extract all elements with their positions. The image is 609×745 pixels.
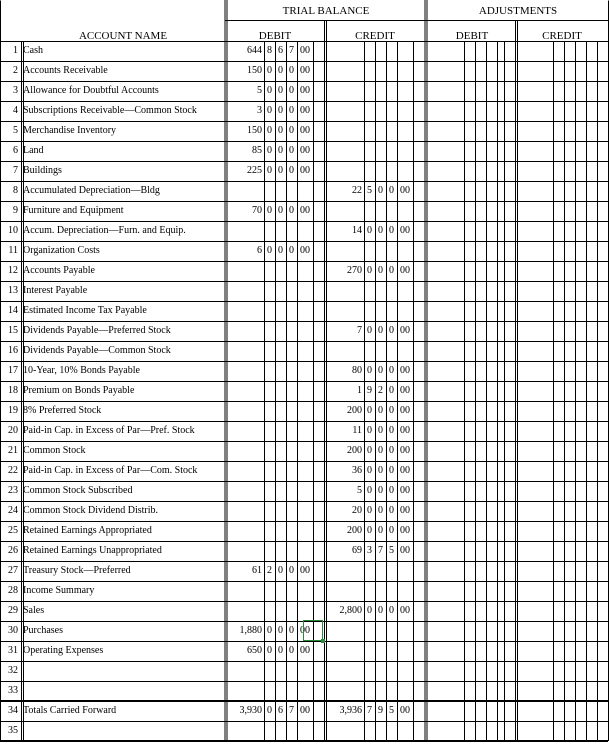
- account-name-cell[interactable]: Common Stock: [23, 445, 86, 456]
- credit-amount-cell[interactable]: 0: [378, 325, 383, 336]
- credit-amount-cell[interactable]: 2: [378, 385, 383, 396]
- debit-amount-cell[interactable]: 0: [289, 565, 294, 576]
- credit-amount-cell[interactable]: 00: [400, 265, 410, 276]
- credit-amount-cell[interactable]: 0: [389, 185, 394, 196]
- account-name-cell[interactable]: Estimated Income Tax Payable: [23, 305, 147, 316]
- debit-amount-cell[interactable]: 00: [300, 105, 310, 116]
- debit-amount-cell[interactable]: 0: [289, 65, 294, 76]
- credit-amount-cell[interactable]: 5: [389, 545, 394, 556]
- credit-amount-cell[interactable]: 0: [378, 405, 383, 416]
- debit-amount-cell[interactable]: 650: [247, 645, 262, 656]
- debit-amount-cell[interactable]: 7: [289, 45, 294, 56]
- debit-amount-cell[interactable]: 00: [300, 245, 310, 256]
- account-name-cell[interactable]: Furniture and Equipment: [23, 205, 124, 216]
- row-number: 26: [8, 545, 18, 556]
- row-number: 11: [8, 245, 18, 256]
- credit-amount-cell[interactable]: 0: [378, 505, 383, 516]
- row-number: 18: [8, 385, 18, 396]
- credit-amount-cell[interactable]: 9: [367, 385, 372, 396]
- credit-amount-cell[interactable]: 00: [400, 185, 410, 196]
- credit-amount-cell[interactable]: 0: [378, 365, 383, 376]
- credit-amount-cell[interactable]: 9: [378, 705, 383, 716]
- account-name-cell[interactable]: Interest Payable: [23, 285, 88, 296]
- adj-debit-header: DEBIT: [455, 30, 489, 42]
- credit-amount-cell[interactable]: 80: [352, 365, 362, 376]
- row-number: 5: [13, 125, 18, 136]
- credit-amount-cell[interactable]: 00: [400, 705, 410, 716]
- account-name-cell[interactable]: Common Stock Dividend Distrib.: [23, 505, 158, 516]
- credit-amount-cell[interactable]: 69: [352, 545, 362, 556]
- credit-amount-cell[interactable]: 00: [400, 385, 410, 396]
- debit-amount-cell[interactable]: 0: [289, 85, 294, 96]
- credit-amount-cell[interactable]: 0: [367, 445, 372, 456]
- row-number: 22: [8, 465, 18, 476]
- credit-amount-cell[interactable]: 00: [400, 365, 410, 376]
- account-name-cell[interactable]: Operating Expenses: [23, 645, 104, 656]
- account-name-cell[interactable]: Paid-in Cap. in Excess of Par—Pref. Stock: [23, 425, 195, 436]
- credit-amount-cell[interactable]: 3,936: [339, 705, 362, 716]
- account-name-cell[interactable]: Dividends Payable—Preferred Stock: [23, 325, 171, 336]
- row-number: 14: [8, 305, 18, 316]
- debit-amount-cell[interactable]: 644: [247, 45, 262, 56]
- debit-amount-cell[interactable]: 6: [257, 245, 262, 256]
- debit-amount-cell[interactable]: 0: [289, 105, 294, 116]
- debit-amount-cell[interactable]: 0: [267, 65, 272, 76]
- debit-amount-cell[interactable]: 0: [267, 125, 272, 136]
- row-number: 9: [13, 205, 18, 216]
- adjustments-header: ADJUSTMENTS: [478, 5, 558, 17]
- row-number: 24: [8, 505, 18, 516]
- account-name-cell[interactable]: Purchases: [23, 625, 63, 636]
- credit-amount-cell[interactable]: 7: [367, 705, 372, 716]
- row-number: 35: [8, 725, 18, 736]
- account-name-cell[interactable]: Buildings: [23, 165, 62, 176]
- row-number: 25: [8, 525, 18, 536]
- trial-balance-header: TRIAL BALANCE: [282, 5, 370, 17]
- credit-amount-cell[interactable]: 7: [357, 325, 362, 336]
- credit-amount-cell[interactable]: 0: [367, 525, 372, 536]
- credit-amount-cell[interactable]: 200: [347, 525, 362, 536]
- debit-amount-cell[interactable]: 0: [278, 105, 283, 116]
- debit-amount-cell[interactable]: 0: [289, 645, 294, 656]
- credit-amount-cell[interactable]: 00: [400, 425, 410, 436]
- credit-amount-cell[interactable]: 14: [352, 225, 362, 236]
- row-number: 17: [8, 365, 18, 376]
- row-number: 28: [8, 585, 18, 596]
- credit-amount-cell[interactable]: 0: [378, 225, 383, 236]
- account-name-cell[interactable]: Treasury Stock—Preferred: [23, 565, 131, 576]
- debit-amount-cell[interactable]: 00: [300, 125, 310, 136]
- credit-amount-cell[interactable]: 0: [378, 445, 383, 456]
- row-number: 1: [13, 45, 18, 56]
- credit-amount-cell[interactable]: 0: [367, 605, 372, 616]
- fill-handle[interactable]: [321, 639, 325, 643]
- credit-amount-cell[interactable]: 0: [389, 425, 394, 436]
- credit-amount-cell[interactable]: 0: [389, 525, 394, 536]
- credit-amount-cell[interactable]: 36: [352, 465, 362, 476]
- account-name-cell[interactable]: Subscriptions Receivable—Common Stock: [23, 105, 197, 116]
- row-number: 13: [8, 285, 18, 296]
- credit-amount-cell[interactable]: 00: [400, 485, 410, 496]
- debit-amount-cell[interactable]: 0: [278, 205, 283, 216]
- debit-amount-cell[interactable]: 0: [267, 165, 272, 176]
- debit-amount-cell[interactable]: 7: [289, 705, 294, 716]
- account-name-cell[interactable]: Paid-in Cap. in Excess of Par—Com. Stock: [23, 465, 198, 476]
- credit-amount-cell[interactable]: 0: [389, 485, 394, 496]
- credit-amount-cell[interactable]: 0: [367, 325, 372, 336]
- account-name-cell[interactable]: Accumulated Depreciation—Bldg: [23, 185, 160, 196]
- credit-amount-cell[interactable]: 00: [400, 465, 410, 476]
- credit-amount-cell[interactable]: 0: [378, 525, 383, 536]
- credit-amount-cell[interactable]: 0: [378, 425, 383, 436]
- account-name-cell[interactable]: Accounts Payable: [23, 265, 95, 276]
- debit-amount-cell[interactable]: 0: [289, 125, 294, 136]
- credit-amount-cell[interactable]: 22: [352, 185, 362, 196]
- row-number: 2: [13, 65, 18, 76]
- row-number: 33: [8, 685, 18, 696]
- credit-amount-cell[interactable]: 0: [389, 405, 394, 416]
- debit-amount-cell[interactable]: 8: [267, 45, 272, 56]
- credit-amount-cell[interactable]: 11: [352, 425, 362, 436]
- debit-amount-cell[interactable]: 0: [267, 645, 272, 656]
- debit-amount-cell[interactable]: 0: [267, 85, 272, 96]
- row-number: 12: [8, 265, 18, 276]
- row-number: 21: [8, 445, 18, 456]
- credit-amount-cell[interactable]: 00: [400, 325, 410, 336]
- account-name-cell[interactable]: Land: [23, 145, 44, 156]
- credit-amount-cell[interactable]: 1: [357, 385, 362, 396]
- account-name-cell[interactable]: Merchandise Inventory: [23, 125, 117, 136]
- debit-amount-cell[interactable]: 1,880: [239, 625, 262, 636]
- debit-amount-cell[interactable]: 0: [267, 245, 272, 256]
- credit-amount-cell[interactable]: 270: [347, 265, 362, 276]
- row-number: 15: [8, 325, 18, 336]
- credit-amount-cell[interactable]: 00: [400, 505, 410, 516]
- credit-amount-cell[interactable]: 0: [389, 385, 394, 396]
- credit-amount-cell[interactable]: 2,800: [339, 605, 362, 616]
- credit-amount-cell[interactable]: 00: [400, 545, 410, 556]
- row-number: 32: [8, 665, 18, 676]
- account-name-cell[interactable]: Common Stock Subscribed: [23, 485, 133, 496]
- credit-amount-cell[interactable]: 20: [352, 505, 362, 516]
- debit-amount-cell[interactable]: 70: [252, 205, 262, 216]
- debit-amount-cell[interactable]: 0: [278, 65, 283, 76]
- debit-amount-cell[interactable]: 0: [289, 205, 294, 216]
- credit-amount-cell[interactable]: 0: [378, 485, 383, 496]
- debit-amount-cell[interactable]: 225: [247, 165, 262, 176]
- debit-amount-cell[interactable]: 85: [252, 145, 262, 156]
- debit-amount-cell[interactable]: 0: [278, 625, 283, 636]
- account-name-cell[interactable]: Dividends Payable—Common Stock: [23, 345, 171, 356]
- row-number: 3: [13, 85, 18, 96]
- credit-amount-cell[interactable]: 0: [378, 265, 383, 276]
- account-name-cell[interactable]: Accounts Receivable: [23, 65, 108, 76]
- row-number: 19: [8, 405, 18, 416]
- credit-amount-cell[interactable]: 0: [367, 365, 372, 376]
- debit-amount-cell[interactable]: 00: [300, 65, 310, 76]
- debit-amount-cell[interactable]: 0: [289, 625, 294, 636]
- debit-amount-cell[interactable]: 150: [247, 65, 262, 76]
- account-name-cell[interactable]: 8% Preferred Stock: [23, 405, 102, 416]
- debit-amount-cell[interactable]: 0: [267, 205, 272, 216]
- debit-amount-cell[interactable]: 00: [300, 205, 310, 216]
- row-number: 20: [8, 425, 18, 436]
- debit-amount-cell[interactable]: 0: [278, 565, 283, 576]
- debit-amount-cell[interactable]: 6: [278, 705, 283, 716]
- account-name-cell[interactable]: Retained Earnings Unappropriated: [23, 545, 162, 556]
- credit-amount-cell[interactable]: 0: [389, 225, 394, 236]
- account-name-cell[interactable]: Sales: [23, 605, 45, 616]
- tb-debit-header: DEBIT: [258, 30, 292, 42]
- account-name-cell[interactable]: Income Summary: [23, 585, 95, 596]
- credit-amount-cell[interactable]: 0: [367, 225, 372, 236]
- credit-amount-cell[interactable]: 5: [367, 185, 372, 196]
- credit-amount-cell[interactable]: 3: [367, 545, 372, 556]
- credit-amount-cell[interactable]: 00: [400, 225, 410, 236]
- credit-amount-cell[interactable]: 0: [378, 605, 383, 616]
- credit-amount-cell[interactable]: 00: [400, 405, 410, 416]
- debit-amount-cell[interactable]: 0: [289, 165, 294, 176]
- account-name-header: ACCOUNT NAME: [78, 30, 168, 42]
- account-name-cell[interactable]: Cash: [23, 45, 43, 56]
- credit-amount-cell[interactable]: 200: [347, 405, 362, 416]
- debit-amount-cell[interactable]: 61: [252, 565, 262, 576]
- adj-credit-header: CREDIT: [542, 30, 582, 42]
- credit-amount-cell[interactable]: 0: [367, 425, 372, 436]
- debit-amount-cell[interactable]: 0: [278, 645, 283, 656]
- debit-amount-cell[interactable]: 0: [267, 145, 272, 156]
- debit-amount-cell[interactable]: 3: [257, 105, 262, 116]
- selected-cell[interactable]: [303, 620, 323, 641]
- credit-amount-cell[interactable]: 7: [378, 545, 383, 556]
- credit-amount-cell[interactable]: 0: [367, 465, 372, 476]
- account-name-cell[interactable]: Premium on Bonds Payable: [23, 385, 135, 396]
- tb-credit-header: CREDIT: [355, 30, 395, 42]
- credit-amount-cell[interactable]: 0: [389, 465, 394, 476]
- debit-amount-cell[interactable]: 00: [300, 625, 310, 636]
- debit-amount-cell[interactable]: 0: [278, 145, 283, 156]
- account-name-cell[interactable]: Totals Carried Forward: [23, 705, 117, 716]
- debit-amount-cell[interactable]: 0: [267, 625, 272, 636]
- debit-amount-cell[interactable]: 0: [278, 245, 283, 256]
- row-number: 16: [8, 345, 18, 356]
- debit-amount-cell[interactable]: 0: [278, 165, 283, 176]
- debit-amount-cell[interactable]: 00: [300, 145, 310, 156]
- debit-amount-cell[interactable]: 00: [300, 645, 310, 656]
- credit-amount-cell[interactable]: 0: [367, 485, 372, 496]
- debit-amount-cell[interactable]: 0: [267, 105, 272, 116]
- row-number: 4: [13, 105, 18, 116]
- debit-amount-cell[interactable]: 0: [278, 85, 283, 96]
- credit-amount-cell[interactable]: 0: [378, 465, 383, 476]
- row-number: 10: [8, 225, 18, 236]
- credit-amount-cell[interactable]: 00: [400, 525, 410, 536]
- debit-amount-cell[interactable]: 2: [267, 565, 272, 576]
- debit-amount-cell[interactable]: 6: [278, 45, 283, 56]
- row-number: 27: [8, 565, 18, 576]
- row-number: 30: [8, 625, 18, 636]
- row-number: 34: [8, 705, 18, 716]
- credit-amount-cell[interactable]: 0: [389, 505, 394, 516]
- row-number: 23: [8, 485, 18, 496]
- credit-amount-cell[interactable]: 0: [389, 265, 394, 276]
- row-number: 8: [13, 185, 18, 196]
- credit-amount-cell[interactable]: 0: [389, 325, 394, 336]
- debit-amount-cell[interactable]: 150: [247, 125, 262, 136]
- account-name-cell[interactable]: 10-Year, 10% Bonds Payable: [23, 365, 140, 376]
- debit-amount-cell[interactable]: 00: [300, 705, 310, 716]
- debit-amount-cell[interactable]: 00: [300, 565, 310, 576]
- row-number: 7: [13, 165, 18, 176]
- credit-amount-cell[interactable]: 200: [347, 445, 362, 456]
- account-name-cell[interactable]: Allowance for Doubtful Accounts: [23, 85, 159, 96]
- account-name-cell[interactable]: Organization Costs: [23, 245, 100, 256]
- account-name-cell[interactable]: Accum. Depreciation—Furn. and Equip.: [23, 225, 186, 236]
- row-number: 6: [13, 145, 18, 156]
- row-number: 31: [8, 645, 18, 656]
- credit-amount-cell[interactable]: 0: [367, 265, 372, 276]
- credit-amount-cell[interactable]: 5: [389, 705, 394, 716]
- debit-amount-cell[interactable]: 00: [300, 85, 310, 96]
- debit-amount-cell[interactable]: 3,930: [239, 705, 262, 716]
- credit-amount-cell[interactable]: 00: [400, 605, 410, 616]
- credit-amount-cell[interactable]: 0: [389, 365, 394, 376]
- debit-amount-cell[interactable]: 00: [300, 165, 310, 176]
- debit-amount-cell[interactable]: 0: [278, 125, 283, 136]
- credit-amount-cell[interactable]: 0: [389, 445, 394, 456]
- credit-amount-cell[interactable]: 0: [389, 605, 394, 616]
- credit-amount-cell[interactable]: 0: [378, 185, 383, 196]
- debit-amount-cell[interactable]: 00: [300, 45, 310, 56]
- row-number: 29: [8, 605, 18, 616]
- credit-amount-cell[interactable]: 0: [367, 405, 372, 416]
- credit-amount-cell[interactable]: 5: [357, 485, 362, 496]
- debit-amount-cell[interactable]: 0: [289, 145, 294, 156]
- debit-amount-cell[interactable]: 0: [267, 705, 272, 716]
- debit-amount-cell[interactable]: 5: [257, 85, 262, 96]
- account-name-cell[interactable]: Retained Earnings Appropriated: [23, 525, 152, 536]
- debit-amount-cell[interactable]: 0: [289, 245, 294, 256]
- credit-amount-cell[interactable]: 0: [367, 505, 372, 516]
- credit-amount-cell[interactable]: 00: [400, 445, 410, 456]
